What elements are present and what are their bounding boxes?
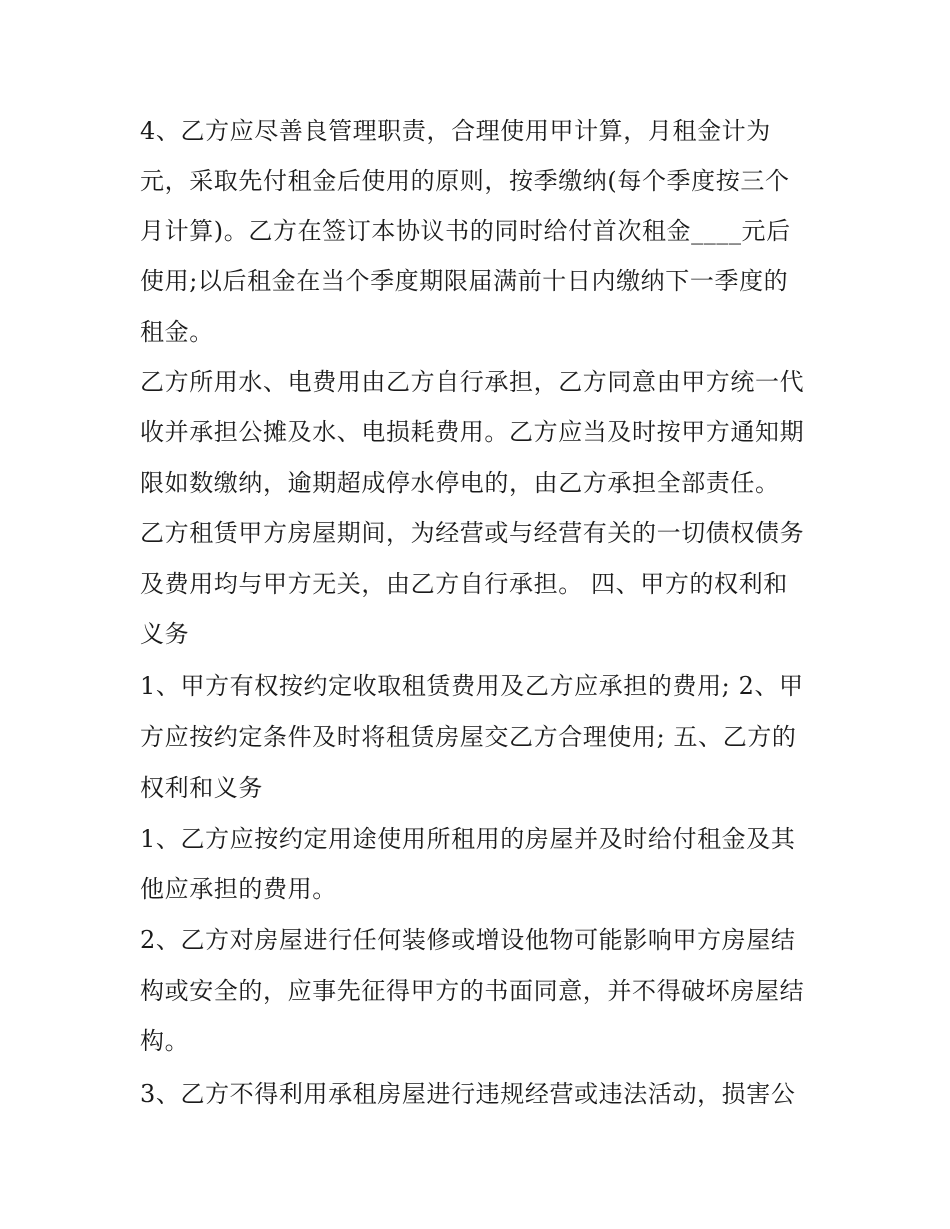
text-line: 租金。 [140, 318, 214, 346]
text-line: 义务 [140, 620, 190, 648]
text-line: 1、甲方有权按约定收取租赁费用及乙方应承担的费用; 2、甲 [140, 672, 804, 700]
text-line: 元，采取先付租金后使用的原则，按季缴纳(每个季度按三个 [140, 167, 790, 195]
text-line: 4、乙方应尽善良管理职责，合理使用甲计算，月租金计为 [140, 117, 771, 145]
text-line: 月计算)。乙方在签订本协议书的同时给付首次租金____元后 [140, 217, 791, 245]
text-line: 构或安全的，应事先征得甲方的书面同意，并不得破坏房屋结 [140, 977, 805, 1005]
text-line: 乙方租赁甲方房屋期间，为经营或与经营有关的一切债权债务 [140, 519, 805, 547]
text-line: 他应承担的费用。 [140, 875, 337, 903]
text-line: 3、乙方不得利用承租房屋进行违规经营或违法活动，损害公 [140, 1080, 796, 1108]
text-line: 构。 [140, 1027, 190, 1055]
text-line: 权利和义务 [140, 774, 263, 802]
text-line: 限如数缴纳，逾期超成停水停电的，由乙方承担全部责任。 [140, 469, 780, 497]
text-line: 1、乙方应按约定用途使用所租用的房屋并及时给付租金及其 [140, 825, 796, 853]
text-line: 使用;以后租金在当个季度期限届满前十日内缴纳下一季度的 [140, 267, 789, 295]
text-line: 方应按约定条件及时将租赁房屋交乙方合理使用; 五、乙方的 [140, 723, 797, 751]
text-line: 2、乙方对房屋进行任何装修或增设他物可能影响甲方房屋结 [140, 926, 796, 954]
text-line: 及费用均与甲方无关，由乙方自行承担。 四、甲方的权利和 [140, 570, 788, 598]
text-line: 乙方所用水、电费用由乙方自行承担，乙方同意由甲方统一代 [140, 368, 805, 396]
text-line: 收并承担公摊及水、电损耗费用。乙方应当及时按甲方通知期 [140, 418, 805, 446]
